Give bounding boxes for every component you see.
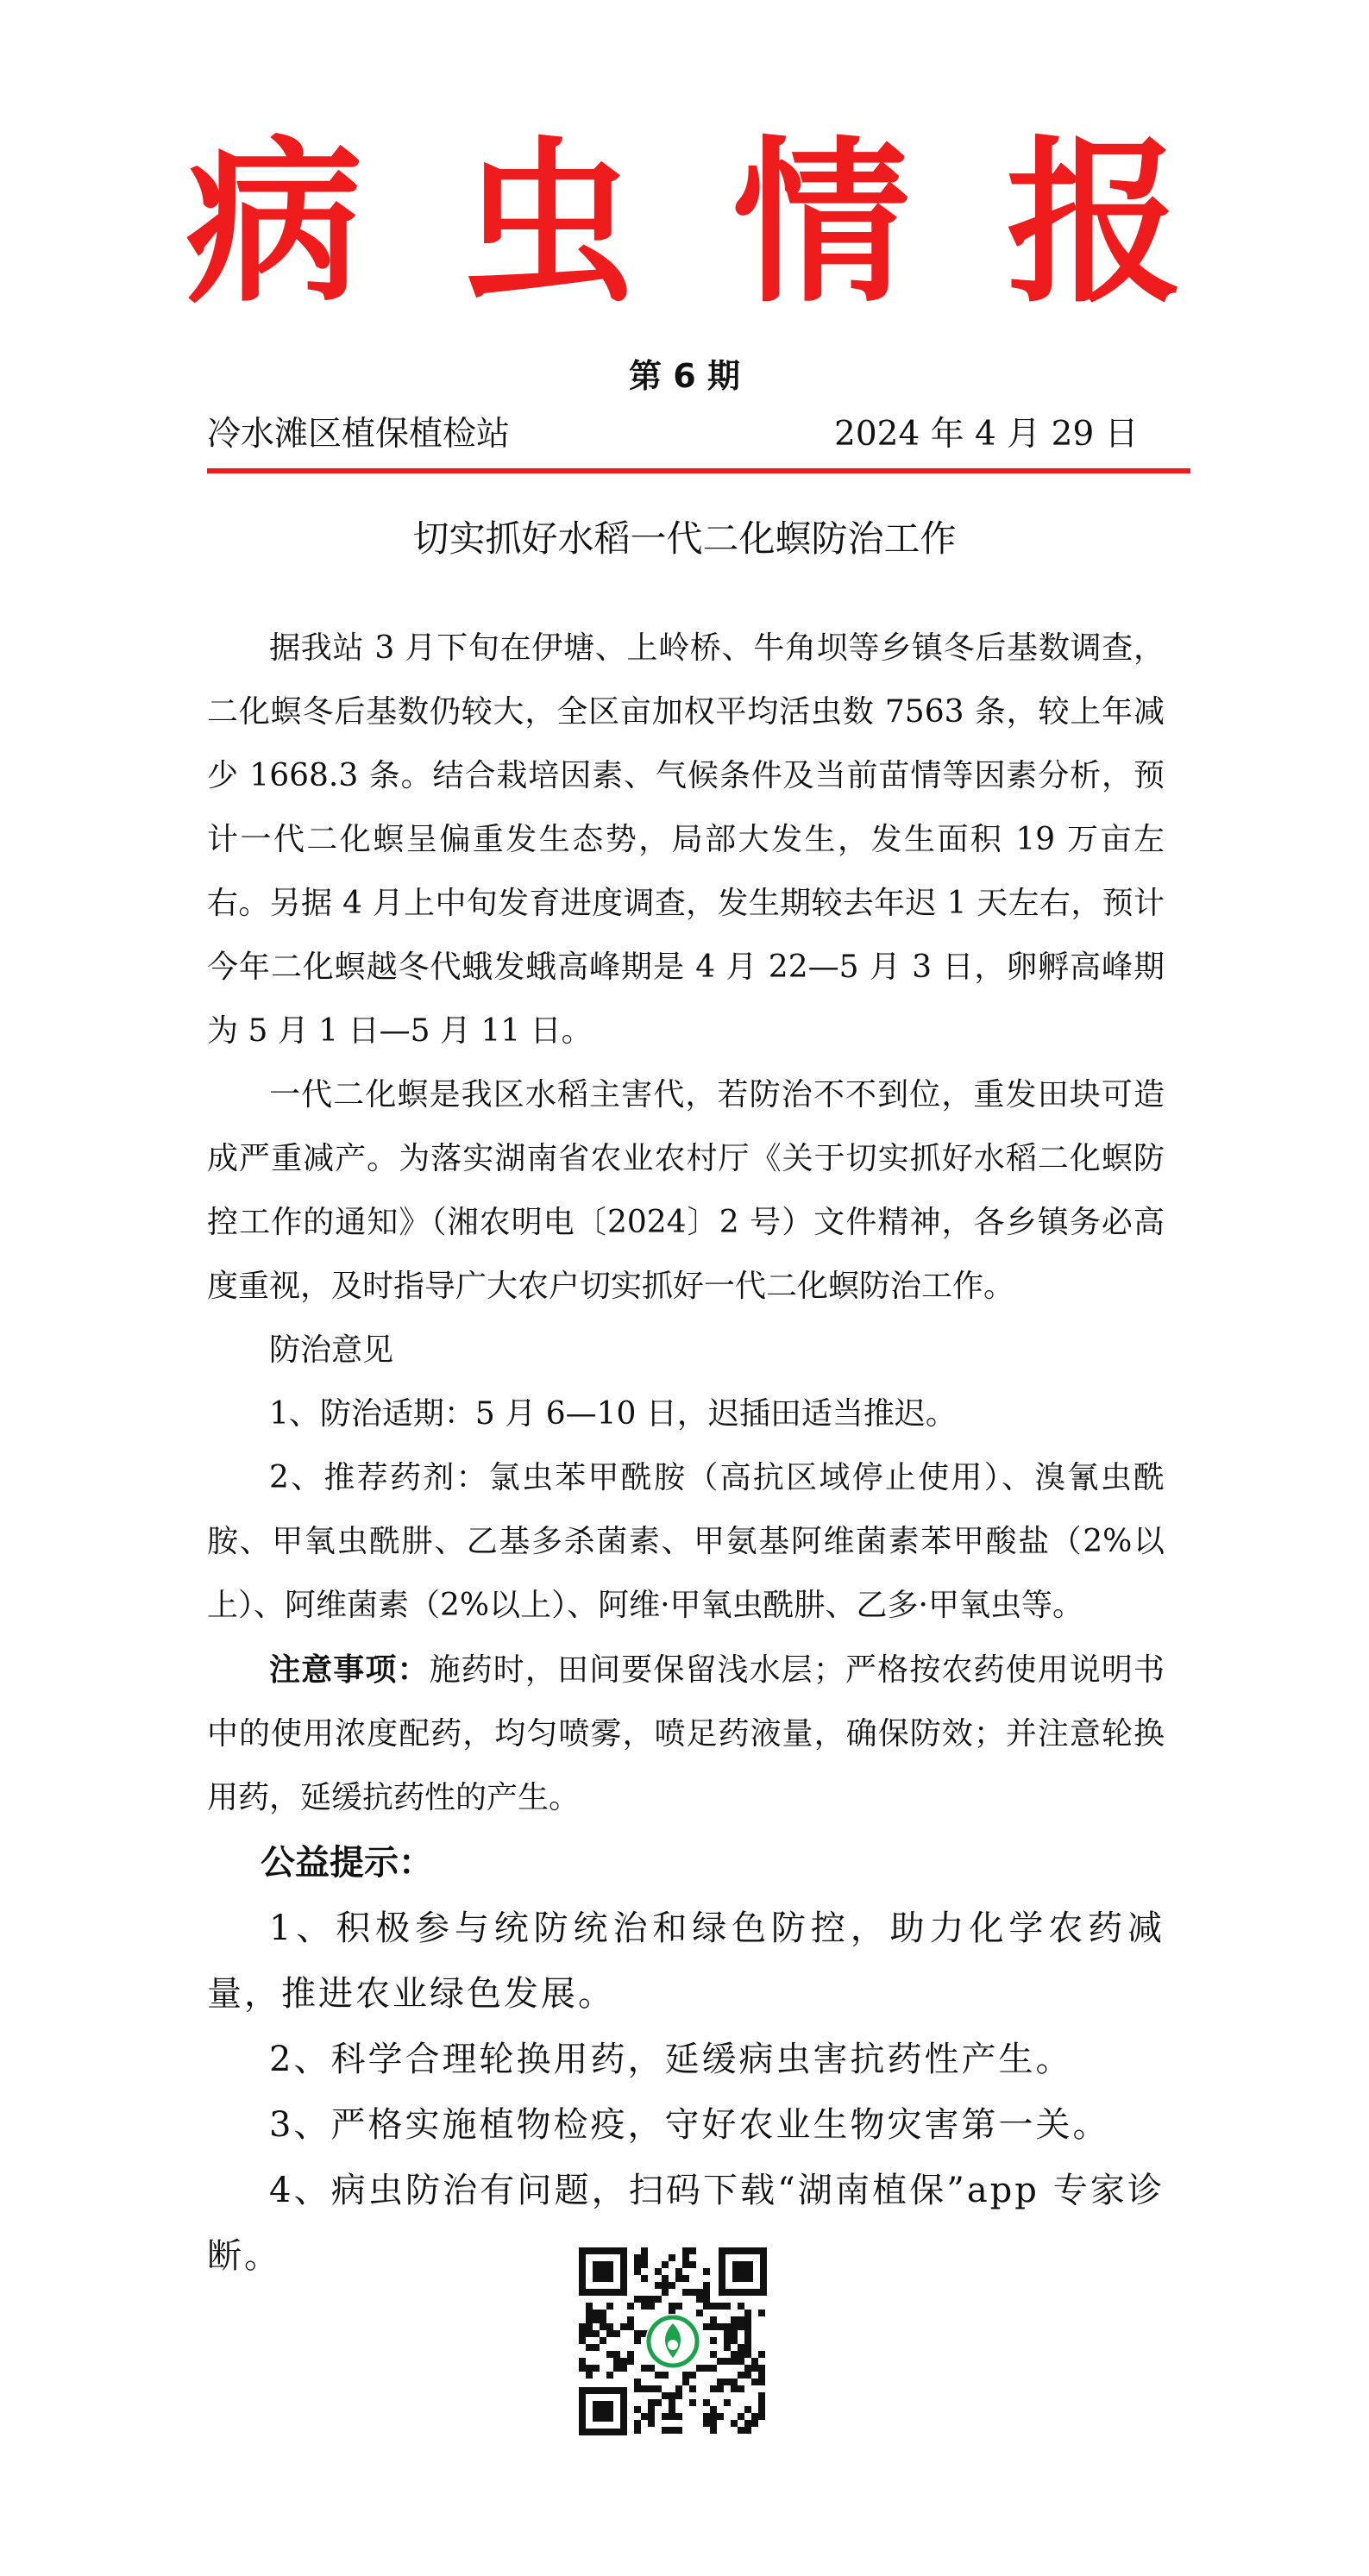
issuing-station: 冷水滩区植保植检站 [207,415,511,454]
tip-item: 3、严格实施植物检疫，守好农业生物灾害第一关。 [269,2105,1110,2145]
paragraph-advice-heading: 防治意见 [269,1332,394,1368]
article-title: 切实抓好水稻一代二化螟防治工作 [412,517,957,560]
paragraph-pesticides: 2、推荐药剂：氯虫苯甲酰胺（高抗区域停止使用）、溴氰虫酰胺、甲氧虫酰肼、乙基多杀菌素、甲氨基阿维菌素苯甲酸盐（2%以上）、阿维菌素（2%以上）、阿维·甲氧虫酰肼、乙多·甲氧虫等。 [207,1460,1165,1623]
qr-code-icon[interactable] [574,2242,772,2441]
masthead-title: 病虫情报 [185,122,1280,327]
tip-item: 4、病虫防治有问题，扫码下载“湖南植保”app 专家诊断。 [207,2171,1165,2276]
paragraph-timing: 1、防治适期：5 月 6—10 日，迟插田适当推迟。 [269,1396,957,1432]
header-divider [207,468,1190,473]
issue-number: 第 6 期 [629,357,740,395]
precautions-text: 施药时，田间要保留浅水层；严格按农药使用说明书中的使用浓度配药，均匀喷雾，喷足药液量，确保防效；并注意轮换用药，延缓抗药性的产生。 [207,1652,1165,1815]
public-tips [207,1830,1165,2289]
tip-item: 1、积极参与统防统治和绿色防控，助力化学农药减量，推进农业绿色发展。 [207,1908,1165,2014]
issue-date: 2024 年 4 月 29 日 [834,415,1139,454]
article-body [207,617,1165,1830]
tips-heading: 公益提示： [261,1843,433,1883]
paragraph-survey: 据我站 3 月下旬在伊塘、上岭桥、牛角坝等乡镇冬后基数调查，二化螟冬后基数仍较大，全区亩加权平均活虫数 7563 条，较上年减少 1668.3 条。结合栽培因素、气候条件及当前苗情等因素分析，预计一代二化螟呈偏重发生态势，局部大发生，发生面积 19 万亩左右。另据 4 月上中旬发育进度调查，发生期较去年迟 1 天左右，预计今年二化螟越冬代蛾发蛾高峰期是 4 月 22—5 月 3 日，卵孵高峰期为 5 月 1 日—5 月 11 日。 [207,630,1165,1049]
paragraph-precautions [207,1638,1165,1830]
paragraph-importance: 一代二化螟是我区水稻主害代，若防治不不到位，重发田块可造成严重减产。为落实湖南省农业农村厅《关于切实抓好水稻二化螟防控工作的通知》（湘农明电〔2024〕2 号）文件精神，各乡镇务必高度重视，及时指导广大农户切实抓好一代二化螟防治工作。 [207,1077,1165,1304]
tip-item: 2、科学合理轮换用药，延缓病虫害抗药性产生。 [269,2040,1073,2079]
precautions-label: 注意事项： [269,1652,430,1688]
